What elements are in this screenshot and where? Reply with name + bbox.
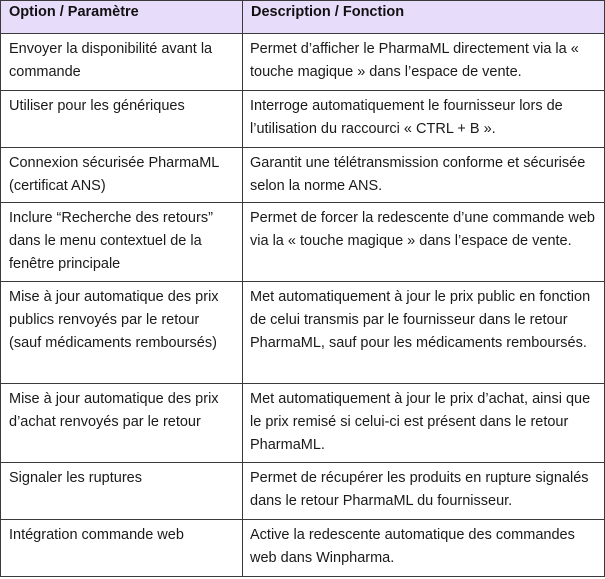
option-cell: Envoyer la disponibilité avant la commande <box>1 34 243 91</box>
description-cell: Met automatiquement à jour le prix d’achat, ainsi que le prix remisé si celui-ci est présent dans le retour PharmaML. <box>243 384 605 463</box>
description-cell: Interroge automatiquement le fournisseur lors de l’utilisation du raccourci « CTRL + B ». <box>243 91 605 148</box>
table-row <box>1 203 605 282</box>
description-cell: Permet d’afficher le PharmaML directement via la « touche magique » dans l’espace de vente. <box>243 34 605 91</box>
option-cell: Signaler les ruptures <box>1 463 243 520</box>
table-row <box>1 34 605 91</box>
table-row <box>1 520 605 577</box>
table-row <box>1 463 605 520</box>
header-option: Option / Paramètre <box>1 1 243 34</box>
option-cell: Mise à jour automatique des prix publics renvoyés par le retour (sauf médicaments remboursés) <box>1 282 243 384</box>
description-cell: Permet de forcer la redescente d’une commande web via la « touche magique » dans l’espace de vente. <box>243 203 605 282</box>
description-cell: Met automatiquement à jour le prix public en fonction de celui transmis par le fournisseur dans le retour PharmaML, sauf pour les médicaments remboursés. <box>243 282 605 384</box>
option-cell: Utiliser pour les génériques <box>1 91 243 148</box>
header-description: Description / Fonction <box>243 1 605 34</box>
table-row <box>1 91 605 148</box>
header-row <box>1 1 605 34</box>
description-cell: Permet de récupérer les produits en rupture signalés dans le retour PharmaML du fournisseur. <box>243 463 605 520</box>
option-cell: Connexion sécurisée PharmaML (certificat ANS) <box>1 148 243 203</box>
description-cell: Active la redescente automatique des commandes web dans Winpharma. <box>243 520 605 577</box>
description-cell: Garantit une télétransmission conforme et sécurisée selon la norme ANS. <box>243 148 605 203</box>
table-row <box>1 282 605 384</box>
table-row <box>1 148 605 203</box>
option-cell: Intégration commande web <box>1 520 243 577</box>
option-cell: Mise à jour automatique des prix d’achat renvoyés par le retour <box>1 384 243 463</box>
table-row <box>1 384 605 463</box>
option-cell: Inclure “Recherche des retours” dans le menu contextuel de la fenêtre principale <box>1 203 243 282</box>
